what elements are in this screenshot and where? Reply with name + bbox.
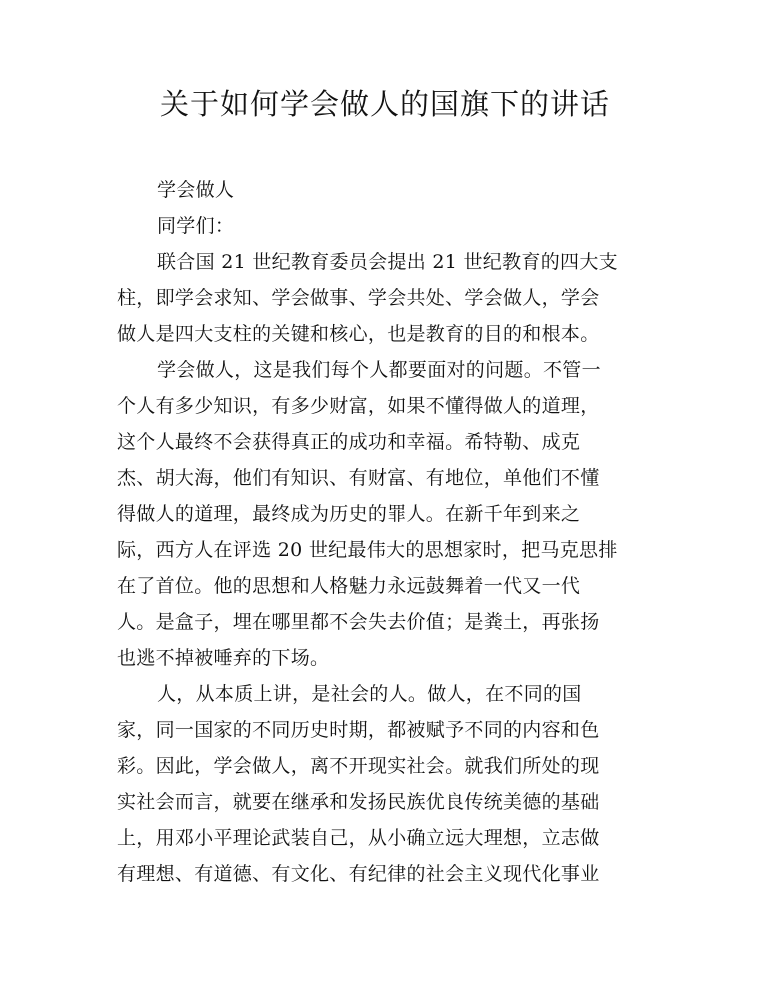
paragraph-line: 个人有多少知识，有多少财富，如果不懂得做人的道理， [117, 395, 600, 417]
page-title: 关于如何学会做人的国旗下的讲话 [159, 87, 610, 121]
paragraph-line: 在了首位。他的思想和人格魅力永远鼓舞着一代又一代 [117, 575, 581, 597]
paragraph-line: 彩。因此，学会做人，离不开现实社会。就我们所处的现 [117, 755, 600, 777]
paragraph-first-line: 同学们： [157, 215, 235, 237]
paragraph-first-line: 人，从本质上讲，是社会的人。做人，在不同的国 [157, 683, 582, 705]
paragraph-line: 这个人最终不会获得真正的成功和幸福。希特勒、成克 [117, 431, 581, 453]
paragraph-first-line: 学会做人 [157, 179, 235, 201]
paragraph-line: 也逃不掉被唾弃的下场。 [117, 647, 330, 669]
paragraph-line: 柱，即学会求知、学会做事、学会共处、学会做人，学会 [117, 287, 600, 309]
paragraph-line: 有理想、有道德、有文化、有纪律的社会主义现代化事业 [117, 863, 600, 885]
paragraph-first-line: 联合国 21 世纪教育委员会提出 21 世纪教育的四大支 [157, 251, 618, 273]
paragraph-line: 人。是盒子，埋在哪里都不会失去价值；是粪土，再张扬 [117, 611, 600, 633]
paragraph-line: 杰、胡大海，他们有知识、有财富、有地位，单他们不懂 [117, 467, 600, 489]
paragraph-line: 际，西方人在评选 20 世纪最伟大的思想家时，把马克思排 [117, 539, 618, 561]
paragraph-line: 上，用邓小平理论武装自己，从小确立远大理想，立志做 [117, 827, 600, 849]
paragraph-line: 实社会而言，就要在继承和发扬民族优良传统美德的基础 [117, 791, 600, 813]
paragraph-line: 得做人的道理，最终成为历史的罪人。在新千年到来之 [117, 503, 581, 525]
paragraph-first-line: 学会做人，这是我们每个人都要面对的问题。不管一 [157, 359, 601, 381]
document-body [117, 172, 647, 892]
paragraph-line: 做人是四大支柱的关键和核心，也是教育的目的和根本。 [117, 323, 600, 345]
paragraph-line: 家，同一国家的不同历史时期，都被赋予不同的内容和色 [117, 719, 600, 741]
